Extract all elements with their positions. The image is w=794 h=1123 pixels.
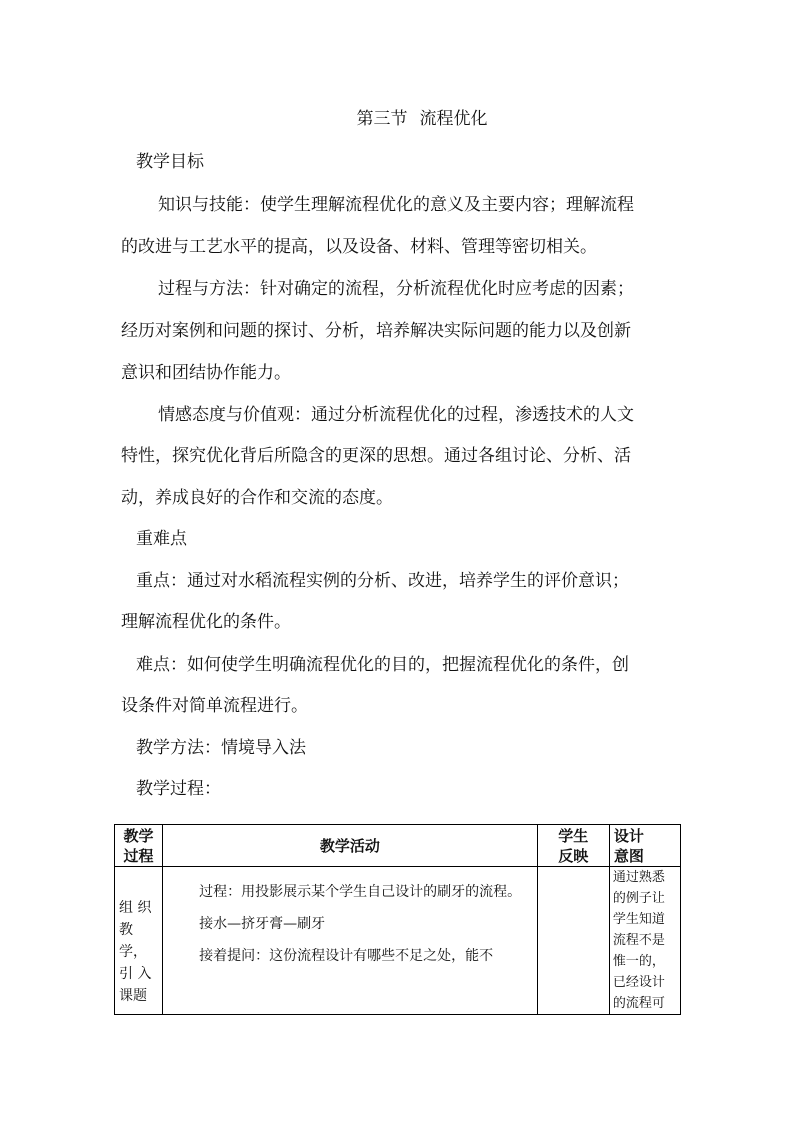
objective-emotion-line1: 情感态度与价值观：通过分析流程优化的过程，渗透技术的人文 — [158, 405, 634, 425]
objective-knowledge-line1: 知识与技能：使学生理解流程优化的意义及主要内容；理解流程 — [158, 195, 634, 215]
cell-reaction — [537, 867, 609, 1015]
lesson-table — [114, 824, 681, 1015]
teaching-process-heading: 教学过程： — [136, 779, 221, 799]
header-intent: 设计 意图 — [609, 825, 680, 867]
objective-process-line1: 过程与方法：针对确定的流程，分析流程优化时应考虑的因素； — [158, 279, 634, 299]
page-title — [0, 104, 794, 129]
objective-emotion-line3: 动，养成良好的合作和交流的态度。 — [121, 488, 393, 508]
title-section-number: 第三节 — [356, 109, 408, 129]
header-activity: 教学活动 — [163, 825, 538, 867]
objective-process-line3: 意识和团结协作能力。 — [121, 363, 291, 383]
objectives-heading: 教学目标 — [136, 152, 204, 172]
table-header-row — [115, 825, 681, 867]
cell-stage: 组 织 教学，引 入 课题 — [115, 867, 163, 1015]
table-row — [115, 867, 681, 1015]
objective-emotion-line2: 特性，探究优化背后所隐含的更深的思想。通过各组讨论、分析、活 — [121, 446, 631, 466]
objective-knowledge-line2: 的改进与工艺水平的提高，以及设备、材料、管理等密切相关。 — [121, 237, 597, 257]
hard-point-line2: 设条件对简单流程进行。 — [121, 696, 308, 716]
hard-point-line1: 难点：如何使学生明确流程优化的目的，把握流程优化的条件，创 — [136, 655, 629, 675]
teaching-method: 教学方法：情境导入法 — [136, 738, 306, 758]
objective-process-line2: 经历对案例和问题的探讨、分析，培养解决实际问题的能力以及创新 — [121, 321, 631, 341]
title-section-name: 流程优化 — [419, 109, 488, 129]
key-point-line1: 重点：通过对水稻流程实例的分析、改进，培养学生的评价意识； — [136, 571, 629, 591]
activity-question: 接着提问：这份流程设计有哪些不足之处，能不 — [199, 948, 494, 964]
cell-intent: 通过熟悉的例子让学生知道流程不是惟一的，已经设计的流程可 — [609, 867, 680, 1015]
header-stage: 教学 过程 — [115, 825, 163, 867]
activity-paragraph: 过程：用投影展示某个学生自己设计的刷牙的流程。 — [199, 884, 522, 900]
cell-activity — [163, 867, 538, 1015]
activity-flow: 接水—挤牙膏—刷牙 — [199, 916, 326, 932]
key-point-line2: 理解流程优化的条件。 — [121, 612, 291, 632]
header-reaction: 学生 反映 — [537, 825, 609, 867]
difficulties-heading: 重难点 — [136, 529, 187, 549]
